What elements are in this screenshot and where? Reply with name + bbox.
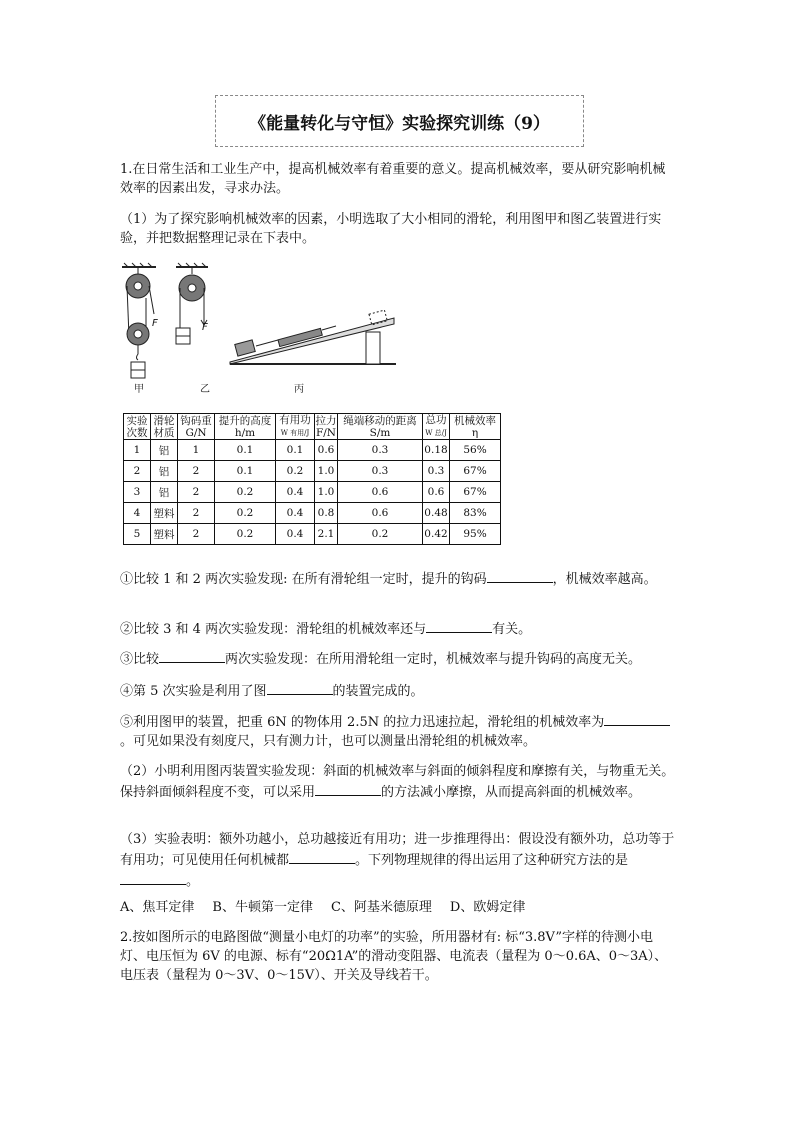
question-1-1: ①比较 1 和 2 两次实验发现: 在所有滑轮组一定时，提升的钩码 ，机械效率越高。 <box>120 568 676 589</box>
answer-blank[interactable] <box>267 680 333 695</box>
answer-blank[interactable] <box>604 711 670 726</box>
force-label-a: F <box>152 318 158 329</box>
page-title <box>215 95 584 147</box>
answer-blank[interactable] <box>487 568 553 583</box>
table-row: 2 铝 2 0.1 0.2 1.0 0.3 0.3 67% <box>124 461 501 482</box>
header-force: 拉力 F/N <box>315 414 337 439</box>
question-1-part3: （3）实验表明：额外功越小，总功越接近有用功；进一步推理得出：假设没有额外功，总功等于有用功；可见使用任何机械都 。下列物理规律的得出运用了这种研究方法的是。 <box>120 832 675 889</box>
option-a[interactable]: A、焦耳定律 <box>120 900 195 915</box>
table-body <box>124 440 501 545</box>
q1-intro: 1.在日常生活和工业生产中，提高机械效率有着重要的意义。提高机械效率，要从研究影响机械效率的因素出发，寻求办法。 <box>120 162 666 196</box>
figure-label-yi: 乙 <box>200 384 210 395</box>
header-efficiency: 机械效率 η <box>450 414 501 440</box>
options-row <box>120 898 676 917</box>
figure-label-bing: 丙 <box>294 384 304 395</box>
answer-blank[interactable] <box>315 781 381 796</box>
header-trial: 实验 次数 <box>124 414 151 440</box>
q1-part1: （1）为了探究影响机械效率的因素，小明选取了大小相同的滑轮，利用图甲和图乙装置进行实验，并把数据整理记录在下表中。 <box>120 212 662 246</box>
question-1-2: ②比较 3 和 4 两次实验发现：滑轮组的机械效率还与 有关。 <box>120 618 676 639</box>
header-distance: 绳端移动的距离 S/m <box>338 414 423 440</box>
table-row: 3 铝 2 0.2 0.4 1.0 0.6 0.6 67% <box>124 482 501 503</box>
answer-blank[interactable] <box>289 849 355 864</box>
header-material: 滑轮 材质 <box>151 414 178 440</box>
option-c[interactable]: C、阿基米德原理 <box>330 900 432 915</box>
apparatus-illustration <box>118 262 408 392</box>
option-b[interactable]: B、牛顿第一定律 <box>212 900 313 915</box>
question-1-part2: （2）小明利用图丙装置实验发现：斜面的机械效率与斜面的倾斜程度和摩擦有关，与物重无关。保持斜面倾斜程度不变，可以采用 的方法减小摩擦，从而提高斜面的机械效率。 <box>120 764 675 800</box>
header-total-work: 总功 W 总/J <box>423 414 450 440</box>
figure-label-jia: 甲 <box>134 384 144 395</box>
table-header-row <box>124 414 501 440</box>
answer-blank[interactable] <box>120 870 186 885</box>
force-label-b: F <box>202 322 208 333</box>
title-text: 《能量转化与守恒》实验探究训练（9） <box>249 113 550 134</box>
table-row: 1 铝 1 0.1 0.1 0.6 0.3 0.18 56% <box>124 440 501 461</box>
answer-blank[interactable] <box>426 618 492 633</box>
header-weight: 钩码重 G/N <box>178 414 215 440</box>
header-useful-work: 有用功 W 有用/J <box>276 414 315 440</box>
header-height: 提升的高度 h/m <box>215 414 276 440</box>
question-1-3: ③比较 两次实验发现：在所用滑轮组一定时，机械效率与提升钩码的高度无关。 <box>120 648 676 669</box>
question-1-4: ④第 5 次实验是利用了图 的装置完成的。 <box>120 680 676 701</box>
table-row: 5 塑料 2 0.2 0.4 2.1 0.2 0.42 95% <box>124 524 501 545</box>
experiment-figure <box>118 262 408 395</box>
data-table <box>123 413 501 545</box>
q2-text: 2.按如图所示的电路图做“测量小电灯的功率”的实验，所用器材有: 标“3.8V”字样的待测小电灯、电压恒为 6V 的电源、标有“20Ω1A”的滑动变阻器、电流表（量程为 0～0.6A、0～3A）、电压表（量程为 0～3V、0～15V）、开关及导线若干。 <box>120 930 668 983</box>
option-d[interactable]: D、欧姆定律 <box>449 900 526 915</box>
answer-blank[interactable] <box>159 648 225 663</box>
table-row: 4 塑料 2 0.2 0.4 0.8 0.6 0.48 83% <box>124 503 501 524</box>
question-1-5: ⑤利用图甲的装置，把重 6N 的物体用 2.5N 的拉力迅速拉起，滑轮组的机械效率为。可见如果没有刻度尺，只有测力计，也可以测量出滑轮组的机械效率。 <box>120 711 676 751</box>
